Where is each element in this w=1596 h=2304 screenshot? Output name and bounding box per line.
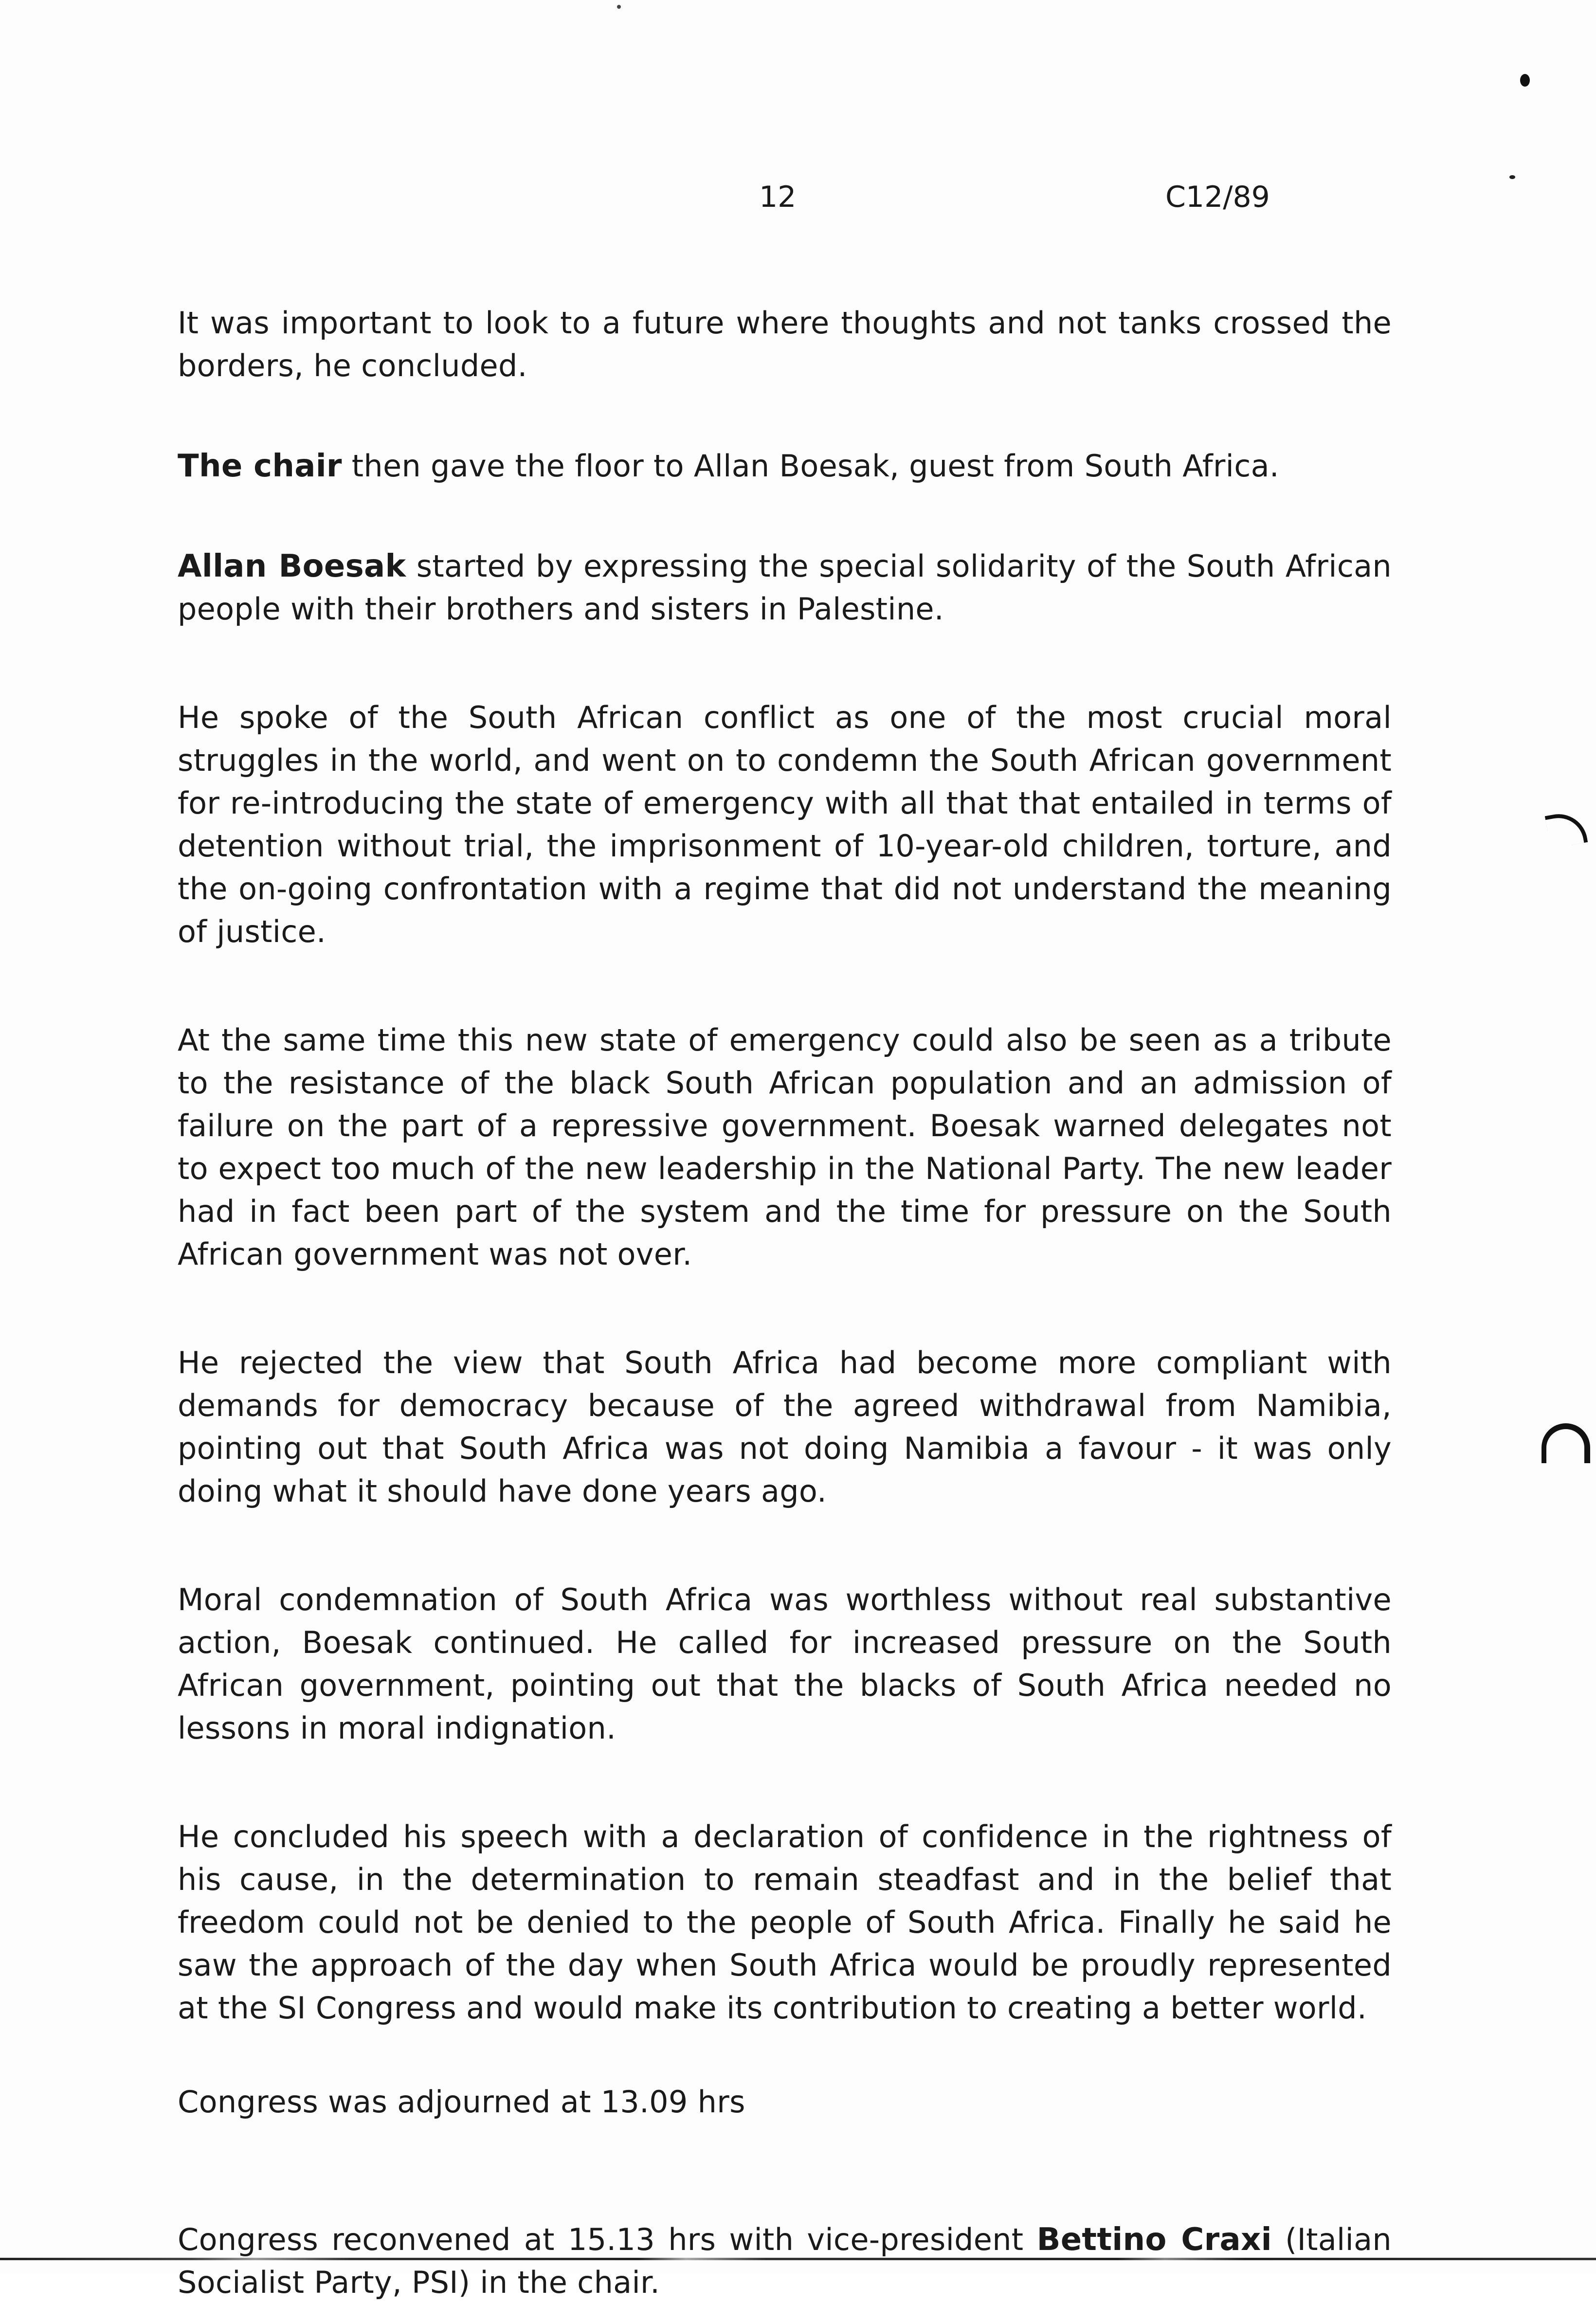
ink-dot-mark bbox=[1520, 74, 1530, 87]
paragraph-text: He concluded his speech with a declaration of confidence in the rightness of his cause, in the determination to remain steadfast and in the belief that freedom could not be denied to the people of South Africa. Finally he said he saw the approach of the day when South Africa would be proudly represented at the SI Congress and would make its contribution to creating a better world. bbox=[178, 1819, 1392, 2026]
document-body bbox=[178, 302, 1392, 2304]
closing-paragraph bbox=[178, 2218, 1392, 2304]
paragraph bbox=[178, 1342, 1392, 1513]
speck-mark bbox=[617, 5, 621, 9]
paragraph-text: He rejected the view that South Africa had become more compliant with demands for democracy because of the agreed withdrawal from Namibia, pointing out that South Africa was not doing Namibia a favour - it was only doing what it should have done years ago. bbox=[178, 1345, 1392, 1509]
margin-mark bbox=[1542, 1423, 1590, 1463]
chair-name: Bettino Craxi bbox=[1036, 2222, 1272, 2258]
paragraph-text: He spoke of the South African conflict as one of the most crucial moral struggles in the world, and went on to condemn the South African government for re-introducing the state of emergency with all that that entailed in terms of detention without trial, the imprisonment of 10-year-old children, torture, and the on-going confrontation with a regime that did not understand the meaning of justice. bbox=[178, 700, 1392, 949]
bottom-rule-line bbox=[0, 2258, 1596, 2260]
paragraph bbox=[178, 1815, 1392, 2030]
paragraph bbox=[178, 1019, 1392, 1276]
paragraph-text: It was important to look to a future where thoughts and not tanks crossed the borders, he concluded. bbox=[178, 305, 1392, 383]
speaker-name: Allan Boesak bbox=[178, 548, 406, 584]
paragraph bbox=[178, 1578, 1392, 1750]
paragraph bbox=[178, 545, 1392, 631]
paragraph-text: At the same time this new state of emergency could also be seen as a tribute to the resistance of the black South African population and an admission of failure on the part of a repressive government. Boesak warned delegates not to expect too much of the new leadership in the National Party. The new leader had in fact been part of the system and the time for pressure on the South African government was not over. bbox=[178, 1022, 1392, 1272]
paragraph bbox=[178, 2081, 1392, 2123]
margin-mark bbox=[1545, 810, 1588, 849]
ink-speck-mark bbox=[1509, 175, 1515, 179]
paragraph bbox=[178, 445, 1392, 488]
page-header bbox=[0, 180, 1596, 219]
paragraph-text: started by expressing the special solidarity of the South African people with their brothers and sisters in Palestine. bbox=[178, 548, 1392, 627]
document-reference: C12/89 bbox=[1165, 180, 1270, 214]
paragraph-text: Congress was adjourned at 13.09 hrs bbox=[178, 2084, 745, 2120]
speaker-name: The chair bbox=[178, 448, 342, 484]
paragraph bbox=[178, 302, 1392, 387]
paragraph bbox=[178, 696, 1392, 953]
paragraph-text: Moral condemnation of South Africa was worthless without real substantive action, Boesak continued. He called for increased pressure on the South African government, pointing out that the blacks of South Africa needed no lessons in moral indignation. bbox=[178, 1582, 1392, 1746]
paragraph-text: Congress reconvened at 15.13 hrs with vice-president bbox=[178, 2222, 1037, 2257]
page-number: 12 bbox=[759, 180, 797, 214]
paragraph-text: (Italian Socialist Party, PSI) in the chair. bbox=[178, 2222, 1392, 2300]
paragraph-text: then gave the floor to Allan Boesak, guest from South Africa. bbox=[342, 448, 1279, 484]
